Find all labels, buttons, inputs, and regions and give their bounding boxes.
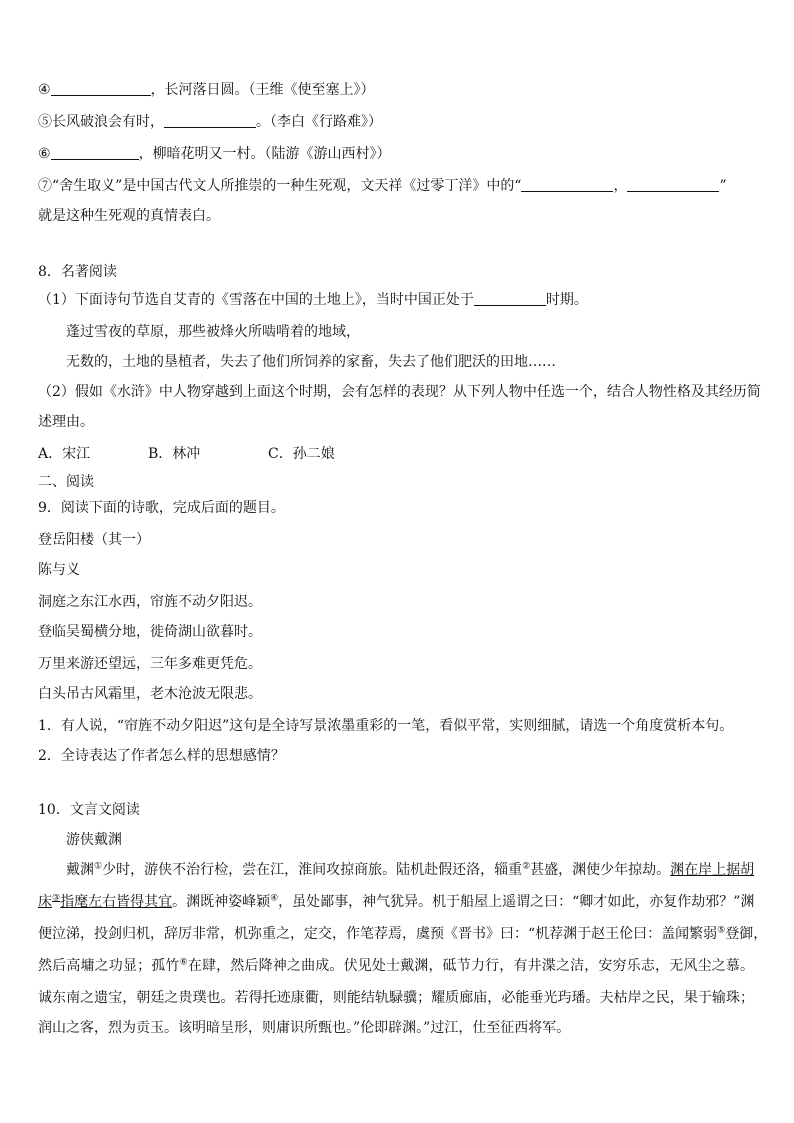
q10-passage-line-6: 润山之客，烈为贡玉。该明暗呈形，则庸识所甄也。”伦即辟渊。”过江，仕至征西将军。 — [38, 1020, 571, 1036]
q9-poem-line-1: 洞庭之东江水西，帘旌不动夕阳迟。 — [38, 594, 262, 610]
q7-item-7 — [38, 176, 754, 196]
footnote-marker: ④ — [270, 893, 279, 904]
item-text: ，长河落日圆。（王维《使至塞上》） — [150, 82, 375, 98]
q9-poem-line-4: 白头吊古风霜里，老木沧波无限悲。 — [38, 686, 262, 702]
item-text: ⑦“舍生取义”是中国古代文人所推崇的一种生死观，文天祥《过零丁洋》中的“ — [38, 178, 522, 194]
item-text: ” — [719, 178, 727, 194]
q10-passage-line-3 — [38, 924, 768, 944]
q8-title: 8．名著阅读 — [38, 264, 117, 280]
item-text: 。（李白《行路难》） — [256, 114, 382, 130]
option-c: C．孙二娘 — [268, 446, 335, 462]
q9-poem-author: 陈与义 — [38, 562, 80, 578]
answer-blank[interactable] — [627, 177, 719, 192]
footnote-marker: ② — [522, 861, 531, 872]
q7-item-5 — [38, 112, 754, 132]
answer-blank[interactable] — [474, 291, 546, 306]
q10-passage-title: 游侠戴渊 — [66, 832, 122, 848]
q8-poem-line-2: 无数的，土地的垦植者，失去了他们所饲养的家畜，失去了他们肥沃的田地…… — [66, 354, 556, 370]
footnote-marker: ① — [94, 861, 103, 872]
item-text: （1）下面诗句节选自艾青的《雪落在中国的土地上》，当时中国正处于 — [38, 292, 474, 308]
underlined-sentence: 指麾左右皆得其宜 — [60, 894, 173, 910]
section-title-reading: 二、阅读 — [38, 474, 94, 490]
q7-item-6 — [38, 144, 754, 164]
q8-part1 — [38, 290, 754, 310]
passage-text: 登御， — [725, 926, 768, 942]
passage-text: 。渊既神姿峰颖 — [172, 894, 271, 910]
passage-text: 少时，游侠不治行检，尝在江，淮间攻掠商旅。陆机赴假还洛，辎重 — [102, 862, 523, 878]
passage-text: 便泣涕，投剑归机，辞厉非常，机弥重之，定交，作笔荐焉，虞预《晋书》曰：“机荐渊于赵王伦曰：盖闻繁弱 — [38, 926, 718, 942]
passage-text: 戴渊 — [66, 862, 94, 878]
underlined-sentence: 床 — [38, 894, 52, 910]
item-text: 时期。 — [545, 292, 588, 308]
answer-blank[interactable] — [51, 145, 139, 160]
passage-text: 在肆，然后降神之曲成。伏见处士戴渊，砥节力行，有井渫之洁，安穷乐志，无风尘之慕。 — [187, 958, 755, 974]
item-text: ，柳暗花明又一村。（陆游《游山西村》） — [138, 146, 391, 162]
q8-poem-line-1: 蓬过雪夜的草原，那些被烽火所啮啃着的地域， — [66, 324, 360, 340]
q9-poem-title: 登岳阳楼（其一） — [38, 532, 150, 548]
item-marker: ⑥ — [38, 146, 51, 162]
q9-title: 9．阅读下面的诗歌，完成后面的题目。 — [38, 500, 285, 516]
item-text: ， — [613, 178, 628, 194]
q10-passage-line-1 — [66, 860, 754, 880]
passage-text: 然后高墉之功显；孤竹 — [38, 958, 180, 974]
q10-passage-line-4 — [38, 956, 754, 976]
footnote-marker: ③ — [52, 893, 61, 904]
q7-item-7-cont: 就是这种生死观的真情表白。 — [38, 208, 220, 224]
item-text: ⑤长风破浪会有时， — [38, 114, 164, 130]
answer-blank[interactable] — [51, 81, 151, 96]
option-b: B．林冲 — [148, 446, 201, 462]
q10-title: 10．文言文阅读 — [38, 802, 140, 818]
footnote-marker: ⑤ — [717, 925, 726, 936]
item-marker: ④ — [38, 82, 51, 98]
underlined-sentence: 渊在岸上据胡 — [670, 862, 755, 878]
passage-text: 甚盛，渊使少年掠劫。 — [530, 862, 671, 878]
answer-blank[interactable] — [521, 177, 613, 192]
answer-blank[interactable] — [164, 113, 256, 128]
passage-text: ，虽处鄙事，神气犹异。机于船屋上遥谓之曰：“卿才如此，亦复作劫邪？”渊 — [278, 894, 755, 910]
q10-passage-line-2 — [38, 892, 754, 912]
option-a: A．宋江 — [38, 446, 91, 462]
q10-passage-line-5: 诚东南之遗宝，朝廷之贵璞也。若得托迹康衢，则能结轨騄骥；耀质廊庙，必能垂光玙璠。夫枯岸之民，果于输珠； — [38, 990, 754, 1006]
q8-part2-line-2: 述理由。 — [38, 414, 94, 430]
q9-subquestion-2: 2．全诗表达了作者怎么样的思想感情？ — [38, 748, 285, 764]
q9-poem-line-3: 万里来游还望远，三年多难更凭危。 — [38, 656, 262, 672]
q7-item-4 — [38, 80, 754, 100]
footnote-marker: ⑥ — [179, 957, 188, 968]
q8-part2-line-1: （2）假如《水浒》中人物穿越到上面这个时期，会有怎样的表现？从下列人物中任选一个，结合人物性格及其经历简 — [38, 384, 761, 400]
q9-poem-line-2: 登临吴蜀横分地，徙倚湖山欲暮时。 — [38, 624, 262, 640]
q9-subquestion-1: 1．有人说，“帘旌不动夕阳迟”这句是全诗写景浓墨重彩的一笔，看似平常，实则细腻，请选一个角度赏析本句。 — [38, 718, 734, 734]
q8-options — [38, 444, 754, 464]
